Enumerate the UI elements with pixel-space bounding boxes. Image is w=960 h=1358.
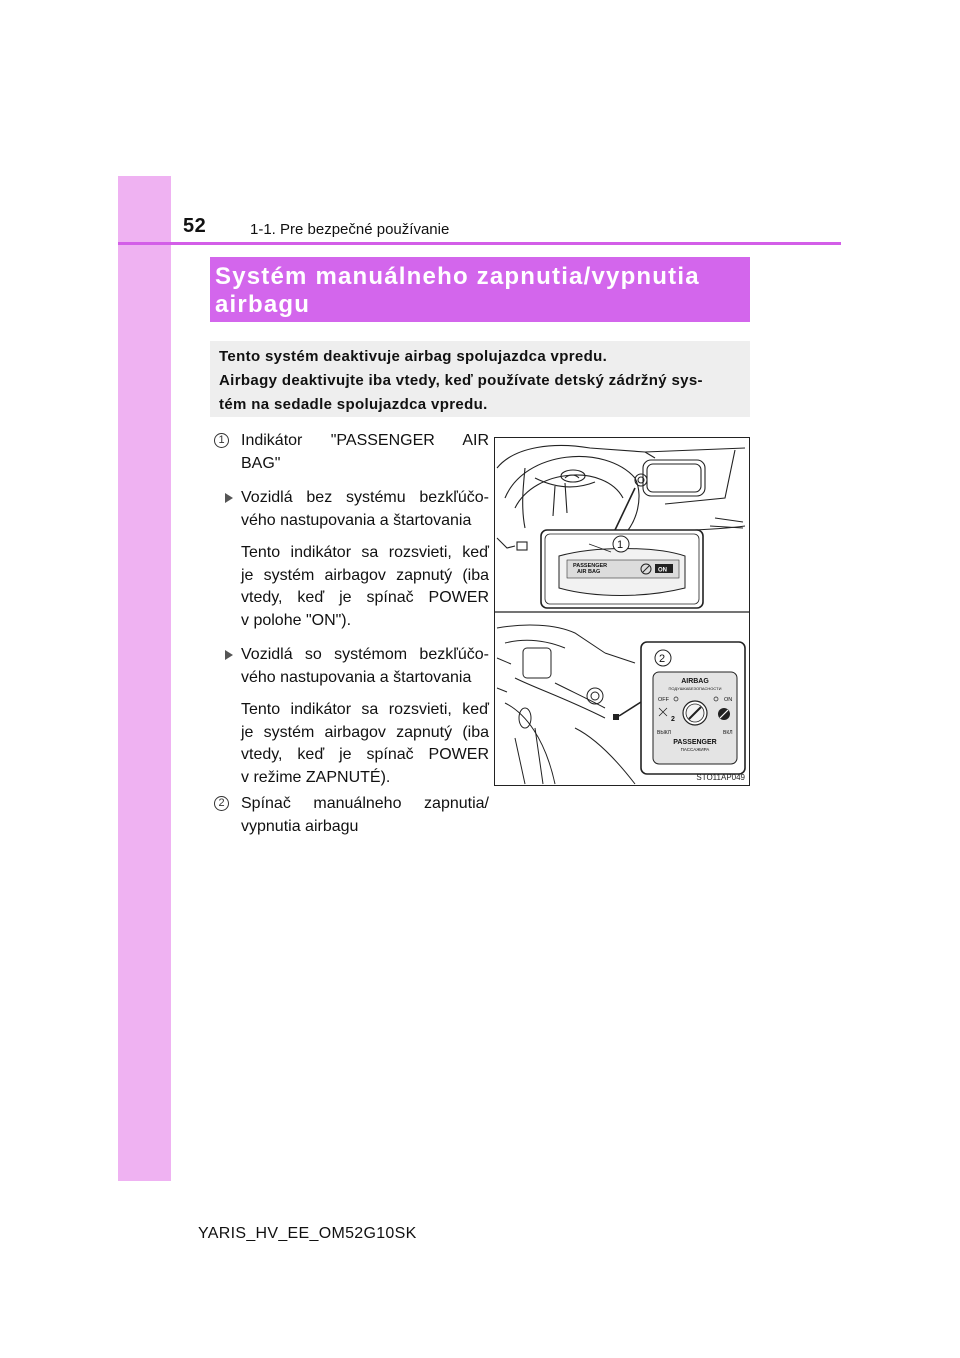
- svg-text:OFF: OFF: [658, 697, 669, 703]
- sub-item-no-keyless: [214, 487, 489, 532]
- sub-b-description: [214, 699, 489, 789]
- svg-text:1: 1: [617, 539, 624, 551]
- intro-box: [210, 341, 750, 417]
- item-2-line-2: vypnutia airbagu: [241, 817, 359, 835]
- svg-text:AIRBAG: AIRBAG: [681, 678, 709, 685]
- chapter-sidebar-tab: [118, 176, 171, 1181]
- svg-text:ВКЛ: ВКЛ: [723, 730, 733, 736]
- svg-text:ПАССАЖИРА: ПАССАЖИРА: [680, 747, 710, 752]
- intro-line-3: tém na sedadle spolujazdca vpredu.: [219, 396, 488, 413]
- list-item-1: [214, 430, 489, 475]
- intro-line-1: Tento systém deaktivuje airbag spolujazdca vpredu.: [219, 348, 608, 365]
- number-1-icon: 1: [214, 433, 229, 448]
- svg-text:2: 2: [671, 716, 675, 723]
- svg-text:2: 2: [659, 653, 666, 665]
- section-heading: [210, 257, 750, 322]
- item-2-line-1: Spínač manuálneho zapnutia/: [241, 795, 489, 812]
- triangle-bullet-icon: [225, 493, 233, 503]
- svg-text:ПОДУШКАБЕЗОПАСНОСТИ: ПОДУШКАБЕЗОПАСНОСТИ: [668, 686, 722, 691]
- footer-model-code: YARIS_HV_EE_OM52G10SK: [198, 1225, 417, 1242]
- svg-text:PASSENGER: PASSENGER: [573, 563, 608, 569]
- description-column: [214, 430, 489, 838]
- sub-b-text-1: Tento indikátor sa rozsvieti, keď: [241, 701, 489, 718]
- svg-text:ВЫКЛ: ВЫКЛ: [657, 730, 671, 736]
- heading-line-1: Systém manuálneho zapnutia/vypnutia: [215, 263, 700, 290]
- item-1-line-1: Indikátor "PASSENGER AIR: [241, 432, 489, 449]
- airbag-illustration: [494, 437, 750, 786]
- heading-line-2: airbagu: [215, 291, 311, 318]
- number-2-icon: 2: [214, 796, 229, 811]
- figure-code: STO11AP049: [696, 773, 745, 782]
- sub-b-text-2: je systém airbagov zapnutý (iba: [241, 723, 489, 741]
- sub-a-text-3: vtedy, keď je spínač POWER: [241, 589, 489, 606]
- list-item-2: [214, 793, 489, 838]
- sub-a-line-2: vého nastupovania a štartovania: [241, 511, 472, 529]
- intro-line-2: Airbagy deaktivujte iba vtedy, keď používate detský zádržný sys-: [219, 372, 703, 389]
- sub-a-text-4: v polohe "ON").: [241, 611, 352, 629]
- sub-b-line-1: Vozidlá so systémom bezkľúčo-: [241, 646, 489, 663]
- svg-text:ON: ON: [658, 567, 667, 574]
- sub-a-line-1: Vozidlá bez systému bezkľúčo-: [241, 489, 489, 506]
- sub-item-keyless: [214, 644, 489, 689]
- dashboard-drawing: [495, 438, 749, 785]
- header-rule: [118, 242, 841, 245]
- section-title: 1-1. Pre bezpečné používanie: [250, 221, 450, 238]
- svg-text:ON: ON: [724, 697, 733, 703]
- svg-text:PASSENGER: PASSENGER: [673, 739, 717, 746]
- sub-a-description: [214, 542, 489, 632]
- svg-text:AIR BAG: AIR BAG: [577, 569, 601, 575]
- sub-a-text-1: Tento indikátor sa rozsvieti, keď: [241, 544, 489, 561]
- sub-a-text-2: je systém airbagov zapnutý (iba: [241, 566, 489, 584]
- sub-b-text-4: v režime ZAPNUTÉ).: [241, 768, 391, 786]
- item-1-line-2: BAG": [241, 454, 281, 472]
- sub-b-line-2: vého nastupovania a štartovania: [241, 668, 472, 686]
- sub-b-text-3: vtedy, keď je spínač POWER: [241, 746, 489, 763]
- page-number: 52: [183, 215, 207, 237]
- triangle-bullet-icon: [225, 650, 233, 660]
